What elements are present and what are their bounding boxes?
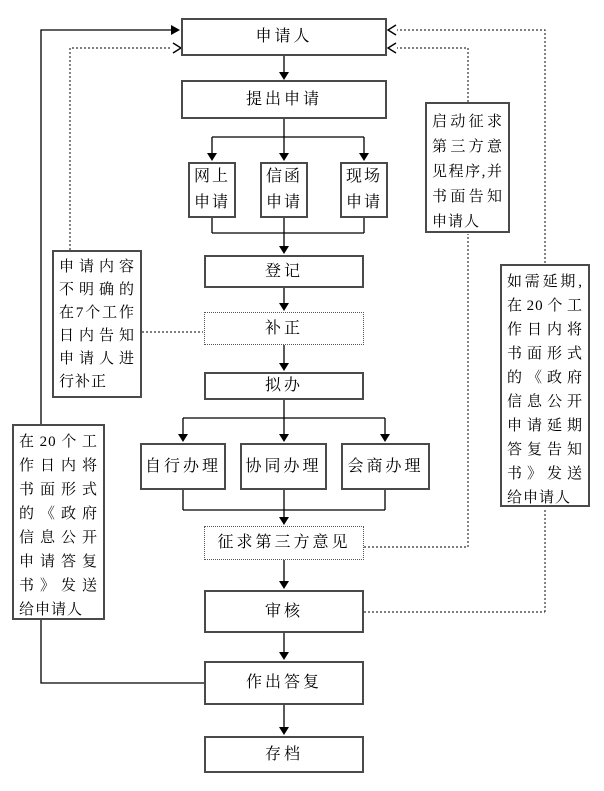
node-submit-application: 提出申请 bbox=[181, 80, 387, 119]
note-correction-notice: 申请内容不明确的在7个工作日内告知申请人进行补正 bbox=[52, 250, 142, 398]
node-third-party-opinion: 征求第三方意见 bbox=[204, 526, 364, 560]
note-delay-notice: 如需延期,在20个工作日内将书面形式的《政府信息公开申请延期答复告知书》发送给申请人 bbox=[500, 264, 590, 507]
note-reply-delivery: 在20个工作日内将书面形式的《政府信息公开申请答复书》发送给申请人 bbox=[12, 424, 105, 620]
node-self-handle: 自行办理 bbox=[140, 443, 226, 490]
node-letter-application: 信函申请 bbox=[260, 162, 308, 218]
node-register: 登记 bbox=[204, 255, 364, 288]
node-applicant: 申请人 bbox=[181, 18, 387, 56]
note-third-party-notice: 启动征求第三方意见程序,并书面告知申请人 bbox=[425, 102, 510, 233]
node-make-reply: 作出答复 bbox=[204, 661, 364, 705]
node-online-application: 网上申请 bbox=[188, 162, 236, 218]
node-review: 审核 bbox=[204, 590, 364, 633]
node-draft-handling: 拟办 bbox=[204, 372, 364, 400]
node-correction: 补正 bbox=[204, 312, 364, 345]
node-consult-handle: 会商办理 bbox=[341, 443, 430, 490]
node-archive: 存档 bbox=[204, 736, 364, 773]
node-onsite-application: 现场申请 bbox=[340, 162, 388, 218]
node-joint-handle: 协同办理 bbox=[240, 443, 327, 490]
